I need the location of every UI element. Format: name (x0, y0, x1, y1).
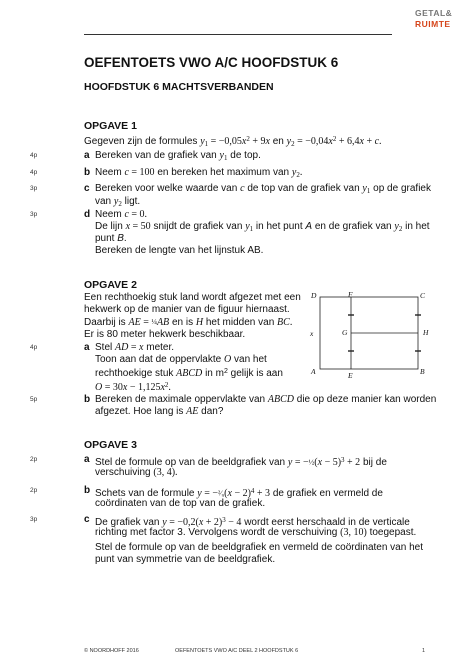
question-1d-letter: d (84, 209, 91, 220)
logo-line-1: GETAL& (415, 8, 453, 18)
points-1c: 3p (30, 185, 38, 192)
logo-line-2: RUIMTE (415, 19, 451, 29)
figure-label-B: B (420, 367, 425, 376)
question-1d-line-2: De lijn x = 50 snijdt de grafiek van $y_1$ in het punt A en de grafiek van $y_2$ in het (95, 221, 430, 233)
question-3a-line-2: verschuiving (3, 4). (95, 467, 178, 478)
opgave-2-text-3: Daarbij is AE = ¼AB en is H het midden van BC. (84, 316, 293, 328)
points-3a: 2p (30, 456, 38, 463)
question-3a-line-1: Stel de formule op van de beeldgrafiek van y = −½(x − 5)$^3$ + 2 bij de (95, 456, 387, 469)
footer-page-number: 1 (422, 648, 426, 654)
opgave-2-text-4: Er is 80 meter hekwerk beschikbaar. (84, 329, 246, 340)
question-2a-line-3: rechthoekige stuk ABCD in $m^2$ gelijk is aan (95, 368, 283, 380)
header-rule (84, 34, 392, 35)
question-1b: Neem c = 100 en bereken het maximum van $y_2$. (95, 167, 303, 179)
figure-label-H: H (423, 328, 429, 337)
question-2a-letter: a (84, 342, 90, 353)
question-3c-line-3: Stel de formule op van de beeldgrafiek en vermeld de coördinaten van het (95, 542, 423, 553)
figure-label-E: E (348, 371, 353, 380)
question-3b-line-1: Schets van de formule y = −²⁄₉(x − 2)$^4$ + 3 de grafiek en vermeld de (95, 487, 383, 500)
figure-label-x: x (310, 329, 314, 338)
opgave-1-intro: Gegeven zijn de formules $y_1 = -0,05x^2 + 9x$ en $y_2 = -0,04x^2 + 6,4x + c$. (84, 135, 382, 148)
question-3c-line-4: punt van symmetrie van de beeldgrafiek. (95, 554, 276, 565)
question-2a-line-4: $O = 30x - 1,125x^2$. (95, 381, 171, 394)
points-1d: 3p (30, 211, 38, 218)
question-1c-letter: c (84, 183, 90, 194)
question-1a-letter: a (84, 150, 90, 161)
figure-label-D: D (311, 291, 317, 300)
question-3b-line-2: coördinaten van de top van de grafiek. (95, 498, 266, 509)
page-title: OEFENTOETS VWO A/C HOOFDSTUK 6 (84, 55, 339, 70)
question-3c-line-2: richting met factor 3. Vervolgens wordt de verschuiving (3, 10) toegepast. (95, 527, 417, 538)
points-1a: 4p (30, 152, 38, 159)
opgave-2-heading: OPGAVE 2 (84, 279, 137, 291)
question-1a: Bereken van de grafiek van $y_1$ de top. (95, 150, 261, 162)
question-1d-line-1: Neem c = 0. (95, 209, 148, 220)
question-3c-letter: c (84, 514, 90, 525)
opgave-2-text-1: Een rechthoekig stuk land wordt afgezet met een (84, 292, 301, 303)
question-1c-line-2: van $y_2$ ligt. (95, 196, 141, 208)
figure-label-G: G (342, 328, 348, 337)
figure-label-F: F (348, 290, 353, 299)
question-2b-line-1: Bereken de maximale oppervlakte van ABCD die op deze manier kan worden (95, 394, 437, 405)
figure-label-A: A (311, 367, 316, 376)
question-3a-letter: a (84, 454, 90, 465)
points-2a: 4p (30, 344, 38, 351)
question-1d-line-3: punt B. (95, 233, 127, 244)
footer-copyright: © NOORDHOFF 2016 (84, 648, 139, 654)
question-2b-line-2: afgezet. Hoe lang is AE dan? (95, 406, 224, 417)
footer-title: OEFENTOETS VWO A/C DEEL 2 HOOFDSTUK 6 (175, 648, 299, 654)
question-2a-line-2: Toon aan dat de oppervlakte O van het (95, 354, 267, 365)
question-2a-line-1: Stel AD = x meter. (95, 342, 175, 353)
question-3b-letter: b (84, 485, 91, 496)
page-subtitle: HOOFDSTUK 6 MACHTSVERBANDEN (84, 81, 274, 93)
question-3c-line-1: De grafiek van $y = -0,2(x + 2)^3 - 4$ wordt eerst herschaald in de verticale (95, 516, 410, 529)
points-1b: 4p (30, 169, 38, 176)
question-1c-line-1: Bereken voor welke waarde van c de top van de grafiek van $y_1$ op de grafiek (95, 183, 431, 195)
opgave-2-text-2: hekwerk op de manier van de figuur hiernaast. (84, 304, 290, 315)
opgave-1-heading: OPGAVE 1 (84, 120, 137, 132)
opgave-3-heading: OPGAVE 3 (84, 439, 137, 451)
points-3b: 2p (30, 487, 38, 494)
points-3c: 3p (30, 516, 38, 523)
field-figure (306, 288, 434, 380)
question-1d-line-4: Bereken de lengte van het lijnstuk AB. (95, 245, 264, 256)
question-2b-letter: b (84, 394, 91, 405)
question-1b-letter: b (84, 167, 91, 178)
figure-label-C: C (420, 291, 426, 300)
points-2b: 5p (30, 396, 38, 403)
